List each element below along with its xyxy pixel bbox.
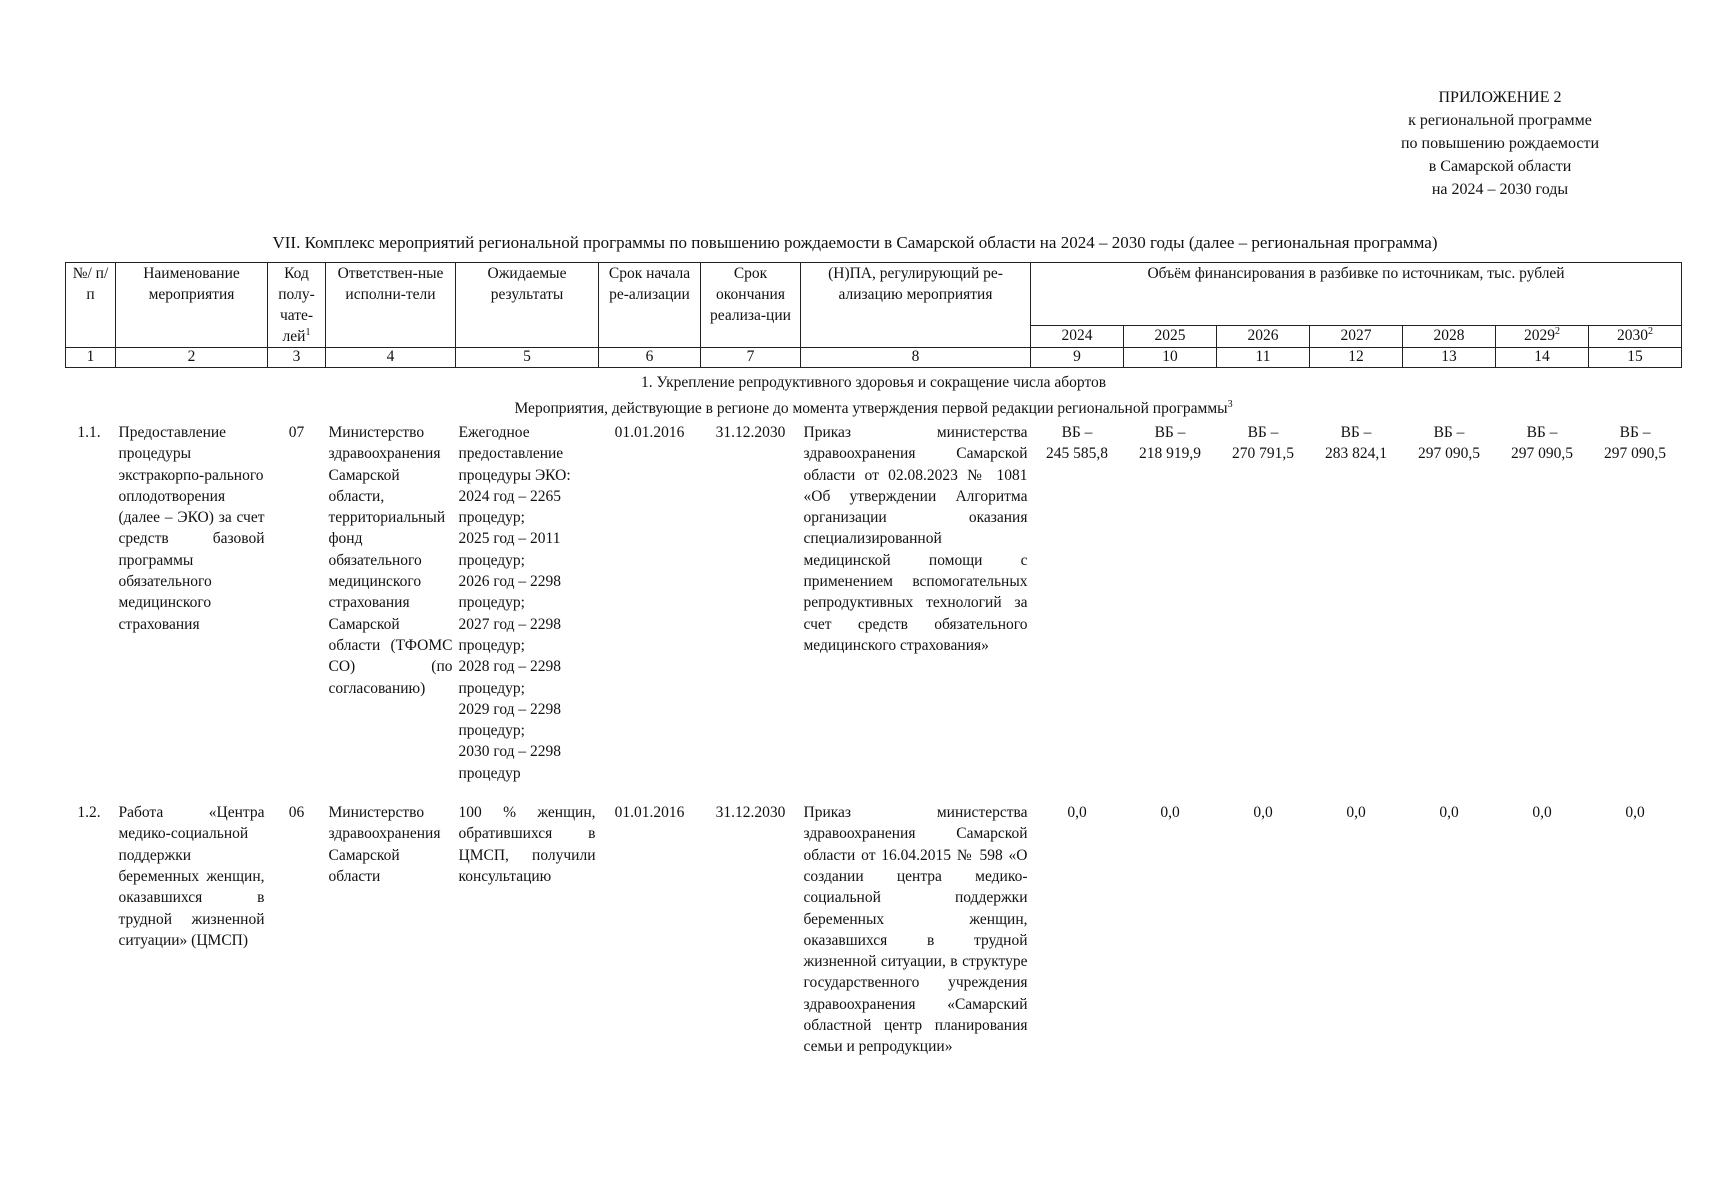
row-amount: ВБ – 283 824,1 (1325, 424, 1387, 463)
row-amount: 0,0 (1160, 804, 1180, 822)
document-title: VII. Комплекс мероприятий региональной программы по повышению рождаемости в Самарской области на 2024 – 2030 годы (далее – региональная программа) (272, 233, 1438, 252)
header-start: Срок начала ре-ализации (599, 263, 701, 348)
column-number: 7 (701, 348, 801, 368)
header-name: Наименование мероприятия (116, 263, 268, 348)
column-number: 9 (1031, 348, 1124, 368)
row-results: 100 % женщин, обратившихся в ЦМСП, получили консультацию (458, 804, 596, 885)
column-number: 6 (599, 348, 701, 368)
row-amount: ВБ – 297 090,5 (1511, 424, 1573, 463)
header-year: 2027 (1310, 326, 1403, 348)
header-executors: Ответствен-ные исполни-тели (326, 263, 456, 348)
row-end: 31.12.2030 (715, 424, 786, 441)
column-numbers-row (66, 348, 1682, 368)
row-results: Ежегодное предоставление процедуры ЭКО: 2024 год – 2265 процедур; 2025 год – 2011 процедур; 2026 год – 2298 процедур; 2027 год – 2298 процедур; 2028 год – 2298 процедур; 2029 год – 2298 процедур; 2030 год – 2298 процедур (458, 424, 571, 782)
appendix-line: по повышению рождаемости (1400, 135, 1600, 152)
appendix-block (1300, 86, 1700, 201)
row-code: 06 (288, 804, 305, 822)
subsection-row (66, 393, 1682, 422)
column-number: 13 (1403, 348, 1496, 368)
row-name: Предоставление процедуры экстракорпо-рального оплодотворения (далее – ЭКО) за счет средств базовой программы обязательного медицинского страхования (118, 424, 265, 633)
row-start: 01.01.2016 (614, 424, 685, 441)
column-number: 2 (116, 348, 268, 368)
header-funding: Объём финансирования в разбивке по источникам, тыс. рублей (1031, 263, 1682, 326)
column-number: 12 (1310, 348, 1403, 368)
row-amount: 0,0 (1067, 804, 1087, 822)
header-end: Срок окончания реализа-ции (701, 263, 801, 348)
row-code: 07 (288, 424, 305, 441)
header-row (66, 263, 1682, 326)
header-year: 2025 (1124, 326, 1217, 348)
row-end: 31.12.2030 (715, 804, 786, 822)
row-amount: 0,0 (1253, 804, 1273, 822)
row-npa: Приказ министерства здравоохранения Самарской области от 16.04.2015 № 598 «О создании центра медико-социальной поддержки беременных женщин, оказавшихся в трудной жизненной ситуации, в структуре государственного учреждения здравоохранения «Самарский областной центр планирования семьи и репродукции» (803, 804, 1028, 1056)
row-amount: ВБ – 218 919,9 (1139, 424, 1201, 463)
row-num: 1.1. (77, 424, 101, 441)
column-number: 10 (1124, 348, 1217, 368)
row-amount: 0,0 (1346, 804, 1366, 822)
row-amount: ВБ – 297 090,5 (1604, 424, 1667, 463)
row-npa: Приказ министерства здравоохранения Самарской области от 02.08.2023 № 1081 «Об утверждении Алгоритма организации оказания специализированной медицинской помощи с применением вспомогательных репродуктивных технологий за счет средств обязательного медицинского страхования» (803, 424, 1028, 654)
column-number: 8 (801, 348, 1031, 368)
appendix-line: к региональной программе (1408, 112, 1592, 129)
measures-table (65, 262, 1682, 1076)
row-executors: Министерство здравоохранения Самарской области, территориальный фонд обязательного медицинского страхования Самарской области (ТФОМС СО) (по согласованию) (328, 424, 453, 697)
header-year: 2026 (1217, 326, 1310, 348)
column-number: 11 (1217, 348, 1310, 368)
section-row (66, 368, 1682, 394)
header-year: 2029$^2$ (1496, 326, 1589, 348)
row-amount: 0,0 (1625, 804, 1645, 822)
table-row (66, 422, 1682, 802)
appendix-line: в Самарской области (1428, 158, 1572, 175)
column-number: 14 (1496, 348, 1589, 368)
column-number: 15 (1589, 348, 1682, 368)
header-year: 2028 (1403, 326, 1496, 348)
section-title: 1. Укрепление репродуктивного здоровья и сокращение числа абортов (640, 374, 1107, 391)
row-amount: 0,0 (1532, 804, 1552, 822)
header-code: Код полу-чате-лей$^1$ (268, 263, 326, 348)
header-year: 2030$^2$ (1589, 326, 1682, 348)
table-row (66, 802, 1682, 1076)
row-name: Работа «Центра медико-социальной поддержки беременных женщин, оказавшихся в трудной жизненной ситуации» (ЦМСП) (118, 804, 265, 949)
subsection-title: Мероприятия, действующие в регионе до момента утверждения первой редакции региональной программы$^3$ (514, 398, 1233, 417)
column-number: 5 (456, 348, 599, 368)
row-amount: ВБ – 297 090,5 (1418, 424, 1480, 463)
header-num: №/ п/п (66, 263, 116, 348)
row-num: 1.2. (77, 804, 101, 822)
row-amount: ВБ – 270 791,5 (1232, 424, 1294, 463)
header-npa: (Н)ПА, регулирующий ре-ализацию мероприятия (801, 263, 1031, 348)
row-start: 01.01.2016 (614, 804, 685, 822)
column-number: 3 (268, 348, 326, 368)
row-amount: ВБ – 245 585,8 (1046, 424, 1108, 463)
appendix-line: на 2024 – 2030 годы (1431, 181, 1569, 198)
header-results: Ожидаемые результаты (456, 263, 599, 348)
row-amount: 0,0 (1439, 804, 1459, 822)
header-year: 2024 (1031, 326, 1124, 348)
appendix-title: ПРИЛОЖЕНИЕ 2 (1438, 89, 1562, 106)
row-executors: Министерство здравоохранения Самарской области (328, 804, 441, 885)
column-number: 4 (326, 348, 456, 368)
column-number: 1 (66, 348, 116, 368)
